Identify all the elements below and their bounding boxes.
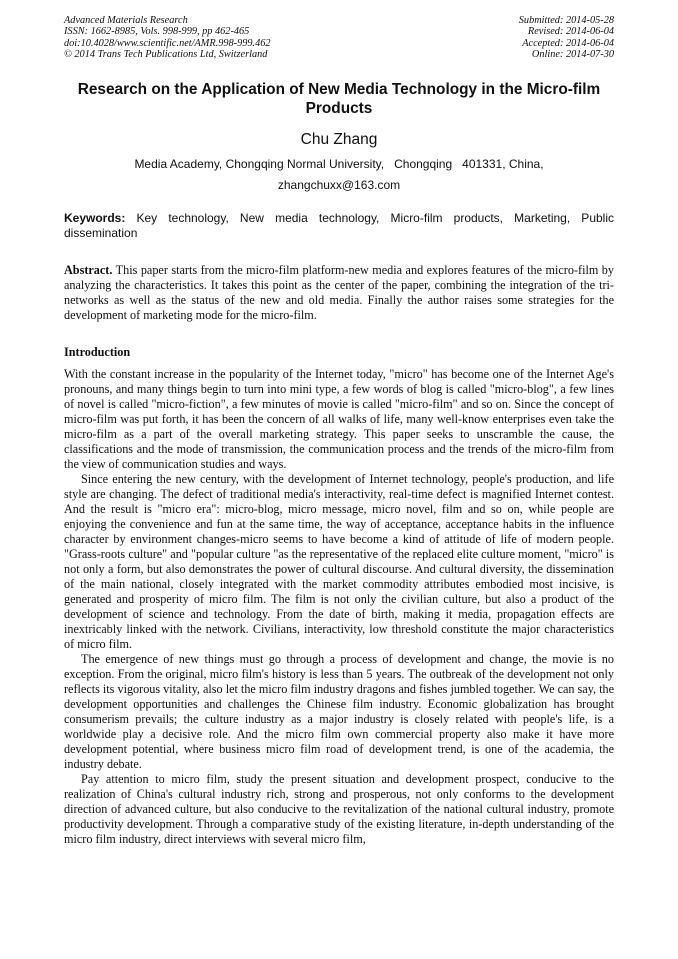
journal-copyright: © 2014 Trans Tech Publications Ltd, Switzerland — [64, 49, 268, 61]
journal-name: Advanced Materials Research — [64, 15, 188, 26]
abstract-label: Abstract. — [64, 263, 113, 277]
journal-issn: ISSN: 1662-8985, Vols. 998-999, pp 462-465 — [64, 26, 250, 38]
author-email: zhangchuxx@163.com — [277, 178, 401, 192]
paper-title: Research on the Application of New Media Technology in the Micro-film Products — [77, 81, 601, 117]
keywords-section — [64, 211, 614, 241]
date-online: Online: 2014-07-30 — [531, 49, 614, 61]
date-accepted: Accepted: 2014-06-04 — [522, 37, 614, 49]
paragraph: Pay attention to micro film, study the present situation and development prospect, conducive to the realization of China's cultural industry rich, strong and prosperous, not only conforms to the development direction of advanced culture, but also conducive to the revitalization of the national cultural industry, promote productivity development. Through a comparative study of the existing literature, in-depth understanding of the micro film industry, direct interviews with several micro film, — [64, 772, 614, 846]
paragraph: With the constant increase in the popularity of the Internet today, "micro" has become one of the Internet Age's pronouns, and many things begin to turn into mini type, a few words of blog is called "micro-blog", a few lines of novel is called "micro-fiction", a few minutes of movie is called "micro-film" and so on. Since the concept of micro-film was put forth, it has been the concern of all walks of life, many well-know enterprises even take the micro-film as a part of the overall marketing strategy. This paper seeks to unscramble the cause, the classifications and the mode of transmission, the communication process and the trends of the micro-film from the view of communication studies and ways. — [64, 367, 614, 471]
keywords-text: Key technology, New media technology, Micro-film products, Marketing, Public dissemination — [64, 211, 614, 240]
date-revised: Revised: 2014-06-04 — [527, 26, 614, 38]
publication-dates — [519, 15, 614, 61]
paragraph: Since entering the new century, with the development of Internet technology, people's production, and life style are changing. The defect of traditional media's interactivity, real-time defect is magnified Internet contest. And the result is "micro era": micro-blog, micro message, micro novel, film and so on, while people are enjoying the convenience and fun at the same time, the way of acceptance, acceptance habits in the influence character by environment changes-micro seems to have become a kind of attitude of life of modern people. "Grass-roots culture" and "popular culture "as the representative of the replaced elite culture moment, "micro" is not only a form, but also demonstrates the power of cultural discourse. And cultural diversity, the dissemination of the main national, closely integrated with the market commodity attributes embodied most incisive, is generated and prosperity of micro film. The film is not only the civilian culture, but also a product of the development of science and technology. From the date of birth, making it media, propagation effects are inextricably linked with the network. Civilians, interactivity, low threshold constitute the major characteristics of micro film. — [64, 472, 614, 651]
author-name: Chu Zhang — [300, 131, 378, 148]
introduction-body — [64, 367, 614, 847]
section-heading-introduction: Introduction — [64, 345, 131, 359]
journal-info — [64, 15, 271, 61]
author-affiliation: Media Academy, Chongqing Normal University, Chongqing 401331, China, — [134, 157, 544, 171]
abstract-section — [64, 263, 614, 323]
abstract-text: This paper starts from the micro-film platform-new media and explores features of the micro-film by analyzing the characteristics. It takes this point as the center of the paper, combining the integration of the tri-networks as well as the status of the new and old media. Finally the author raises some strategies for the development of marketing mode for the micro-film. — [64, 263, 614, 323]
keywords-label: Keywords: — [64, 211, 126, 225]
date-submitted: Submitted: 2014-05-28 — [518, 15, 614, 26]
paragraph: The emergence of new things must go through a process of development and change, the movie is no exception. From the original, micro film's history is less than 5 years. The outbreak of the development not only reflects its vigorous vitality, also let the micro film industry dragons and fishes jumbled together. We can say, the development opportunities and challenges the Chinese film industry. Economic globalization has brought consumerism prevails; the culture industry as a major industry is closely related with people's life, is a worldwide play a decisive role. And the micro film own commercial property also make it have more development potential, where business micro film road of development trend, is one of the academia, the industry debate. — [64, 652, 614, 771]
journal-doi: doi:10.4028/www.scientific.net/AMR.998-999.462 — [64, 37, 271, 49]
